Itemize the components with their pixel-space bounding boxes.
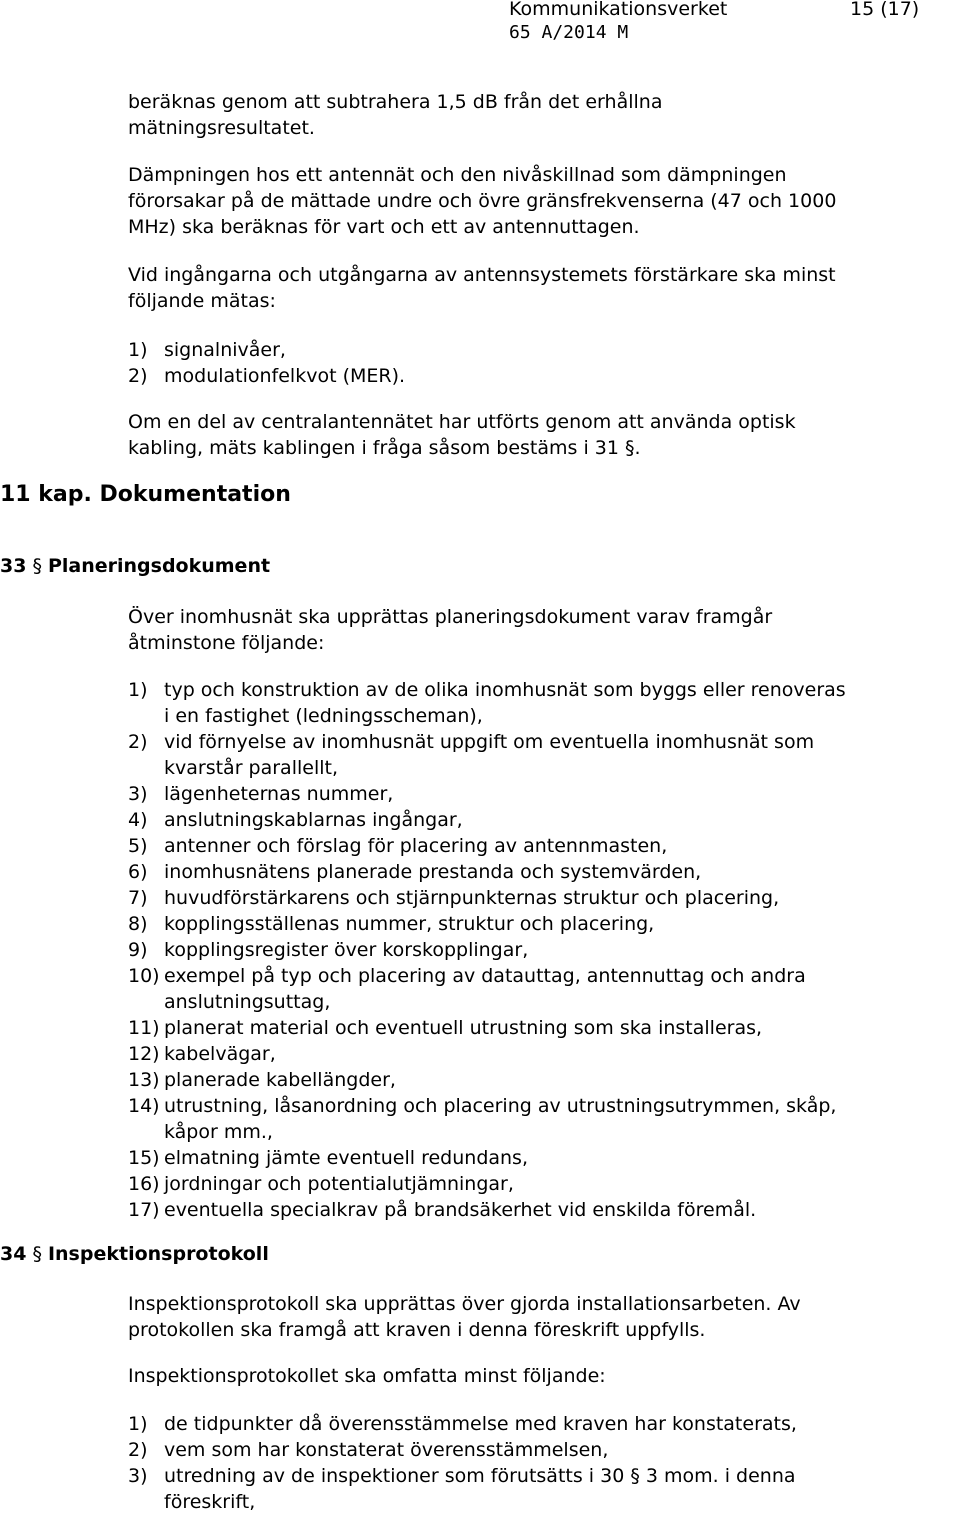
section-sign: § — [32, 1243, 42, 1265]
list-item-text: signalnivåer, — [164, 339, 286, 361]
list-item-text: kopplingsställenas nummer, struktur och placering, — [164, 913, 655, 935]
list-item-text: eventuella specialkrav på brandsäkerhet vid enskilda föremål. — [164, 1199, 757, 1221]
section-sign: § — [32, 555, 42, 577]
paragraph-attenuation-antenna — [128, 162, 836, 240]
list-item-text: kabelvägar, — [164, 1043, 276, 1065]
list-item — [128, 729, 846, 781]
section-33-intro — [128, 604, 772, 656]
list-item — [128, 1437, 797, 1463]
text-line: protokollen ska framgå att kraven i denna föreskrift uppfylls. — [128, 1319, 706, 1341]
list-item-number: 9) — [128, 939, 148, 961]
list-item-number: 6) — [128, 861, 148, 883]
list-item-text: planerade kabellängder, — [164, 1069, 396, 1091]
list-item-number: 16) — [128, 1173, 160, 1195]
list-item-number: 2) — [128, 731, 148, 753]
list-item-text-cont: kåpor mm., — [164, 1121, 273, 1143]
list-item — [128, 859, 846, 885]
list-item-text: inomhusnätens planerade prestanda och systemvärden, — [164, 861, 702, 883]
text-line: åtminstone följande: — [128, 632, 325, 654]
list-item — [128, 885, 846, 911]
list-item-text: anslutningskablarnas ingångar, — [164, 809, 463, 831]
list-item-number: 11) — [128, 1017, 160, 1039]
paragraph-optical-cabling — [128, 409, 796, 461]
section-34-heading — [0, 1243, 269, 1265]
list-item-text-cont: föreskrift, — [164, 1491, 256, 1513]
text-line: beräknas genom att subtrahera 1,5 dB från det erhållna — [128, 91, 663, 113]
list-item-text: kopplingsregister över korskopplingar, — [164, 939, 529, 961]
list-item — [128, 833, 846, 859]
list-item — [128, 1145, 846, 1171]
list-item-text: utredning av de inspektioner som förutsätts i 30 § 3 mom. i denna — [164, 1465, 796, 1487]
list-item-text: exempel på typ och placering av datauttag, antennuttag och andra — [164, 965, 806, 987]
list-item-number: 14) — [128, 1095, 160, 1117]
list-item — [128, 677, 846, 729]
list-item-text: lägenheternas nummer, — [164, 783, 394, 805]
section-34-paragraph-1 — [128, 1291, 801, 1343]
section-34-paragraph-2 — [128, 1363, 606, 1389]
list-item-text: jordningar och potentialutjämningar, — [164, 1173, 514, 1195]
list-item — [128, 1067, 846, 1093]
list-item-number: 1) — [128, 339, 148, 361]
list-item-text: huvudförstärkarens och stjärnpunkternas struktur och placering, — [164, 887, 780, 909]
list-item — [128, 363, 405, 389]
list-item-number: 1) — [128, 679, 148, 701]
text-line: förorsakar på de mättade undre och övre gränsfrekvenserna (47 och 1000 — [128, 190, 837, 212]
measurement-list — [128, 337, 405, 389]
list-item-number: 15) — [128, 1147, 160, 1169]
list-item — [128, 1093, 846, 1145]
list-item — [128, 1411, 797, 1437]
list-item-number: 17) — [128, 1199, 160, 1221]
list-item-text: elmatning jämte eventuell redundans, — [164, 1147, 528, 1169]
chapter-heading: 11 kap. Dokumentation — [0, 482, 291, 507]
list-item-text: de tidpunkter då överensstämmelse med kraven har konstaterats, — [164, 1413, 797, 1435]
list-item — [128, 1463, 797, 1515]
section-33-heading — [0, 555, 270, 577]
list-item-number: 2) — [128, 365, 148, 387]
list-item-text: typ och konstruktion av de olika inomhusnät som byggs eller renoveras — [164, 679, 846, 701]
text-line: MHz) ska beräknas för vart och ett av antennuttagen. — [128, 216, 640, 238]
text-line: kabling, mäts kablingen i fråga såsom bestäms i 31 §. — [128, 437, 641, 459]
list-item-number: 3) — [128, 1465, 148, 1487]
list-item-number: 3) — [128, 783, 148, 805]
list-item-text: vid förnyelse av inomhusnät uppgift om eventuella inomhusnät som — [164, 731, 815, 753]
text-line: Inspektionsprotokoll ska upprättas över gjorda installationsarbeten. Av — [128, 1293, 801, 1315]
list-item-text-cont: i en fastighet (ledningsscheman), — [164, 705, 483, 727]
paragraph-attenuation-subtract — [128, 89, 662, 141]
list-item-number: 1) — [128, 1413, 148, 1435]
list-item-number: 8) — [128, 913, 148, 935]
page-number: 15 (17) — [850, 0, 920, 20]
text-line: Om en del av centralantennätet har utförts genom att använda optisk — [128, 411, 796, 433]
list-item — [128, 963, 846, 1015]
list-item-text: planerat material och eventuell utrustning som ska installeras, — [164, 1017, 763, 1039]
list-item-text: modulationfelkvot (MER). — [164, 365, 406, 387]
text-line: Inspektionsprotokollet ska omfatta minst följande: — [128, 1365, 606, 1387]
list-item-number: 13) — [128, 1069, 160, 1091]
text-line: följande mätas: — [128, 290, 276, 312]
list-item-text: antenner och förslag för placering av antennmasten, — [164, 835, 668, 857]
regulation-reference: 65 A/2014 M — [509, 22, 629, 43]
list-item-text: vem som har konstaterat överensstämmelsen, — [164, 1439, 609, 1461]
inspection-protocol-list — [128, 1411, 797, 1515]
text-line: Vid ingångarna och utgångarna av antennsystemets förstärkare ska minst — [128, 264, 836, 286]
text-line: Över inomhusnät ska upprättas planeringsdokument varav framgår — [128, 606, 773, 628]
section-number: 33 — [0, 555, 27, 577]
list-item-text-cont: anslutningsuttag, — [164, 991, 331, 1013]
list-item — [128, 911, 846, 937]
list-item — [128, 1041, 846, 1067]
list-item-number: 12) — [128, 1043, 160, 1065]
list-item-text: utrustning, låsanordning och placering av utrustningsutrymmen, skåp, — [164, 1095, 837, 1117]
list-item — [128, 807, 846, 833]
text-line: Dämpningen hos ett antennät och den nivåskillnad som dämpningen — [128, 164, 787, 186]
text-line: mätningsresultatet. — [128, 117, 315, 139]
list-item — [128, 781, 846, 807]
list-item — [128, 1197, 846, 1223]
section-title: Planeringsdokument — [47, 555, 271, 577]
list-item-text-cont: kvarstår parallellt, — [164, 757, 338, 779]
document-header-organization: Kommunikationsverket — [509, 0, 728, 20]
list-item — [128, 1171, 846, 1197]
list-item — [128, 337, 405, 363]
section-number: 34 — [0, 1243, 27, 1265]
list-item-number: 2) — [128, 1439, 148, 1461]
list-item — [128, 937, 846, 963]
list-item-number: 7) — [128, 887, 148, 909]
list-item-number: 10) — [128, 965, 160, 987]
paragraph-amplifier-measurements — [128, 262, 836, 314]
section-title: Inspektionsprotokoll — [47, 1243, 269, 1265]
list-item — [128, 1015, 846, 1041]
planning-document-list — [128, 677, 846, 1223]
list-item-number: 5) — [128, 835, 148, 857]
list-item-number: 4) — [128, 809, 148, 831]
